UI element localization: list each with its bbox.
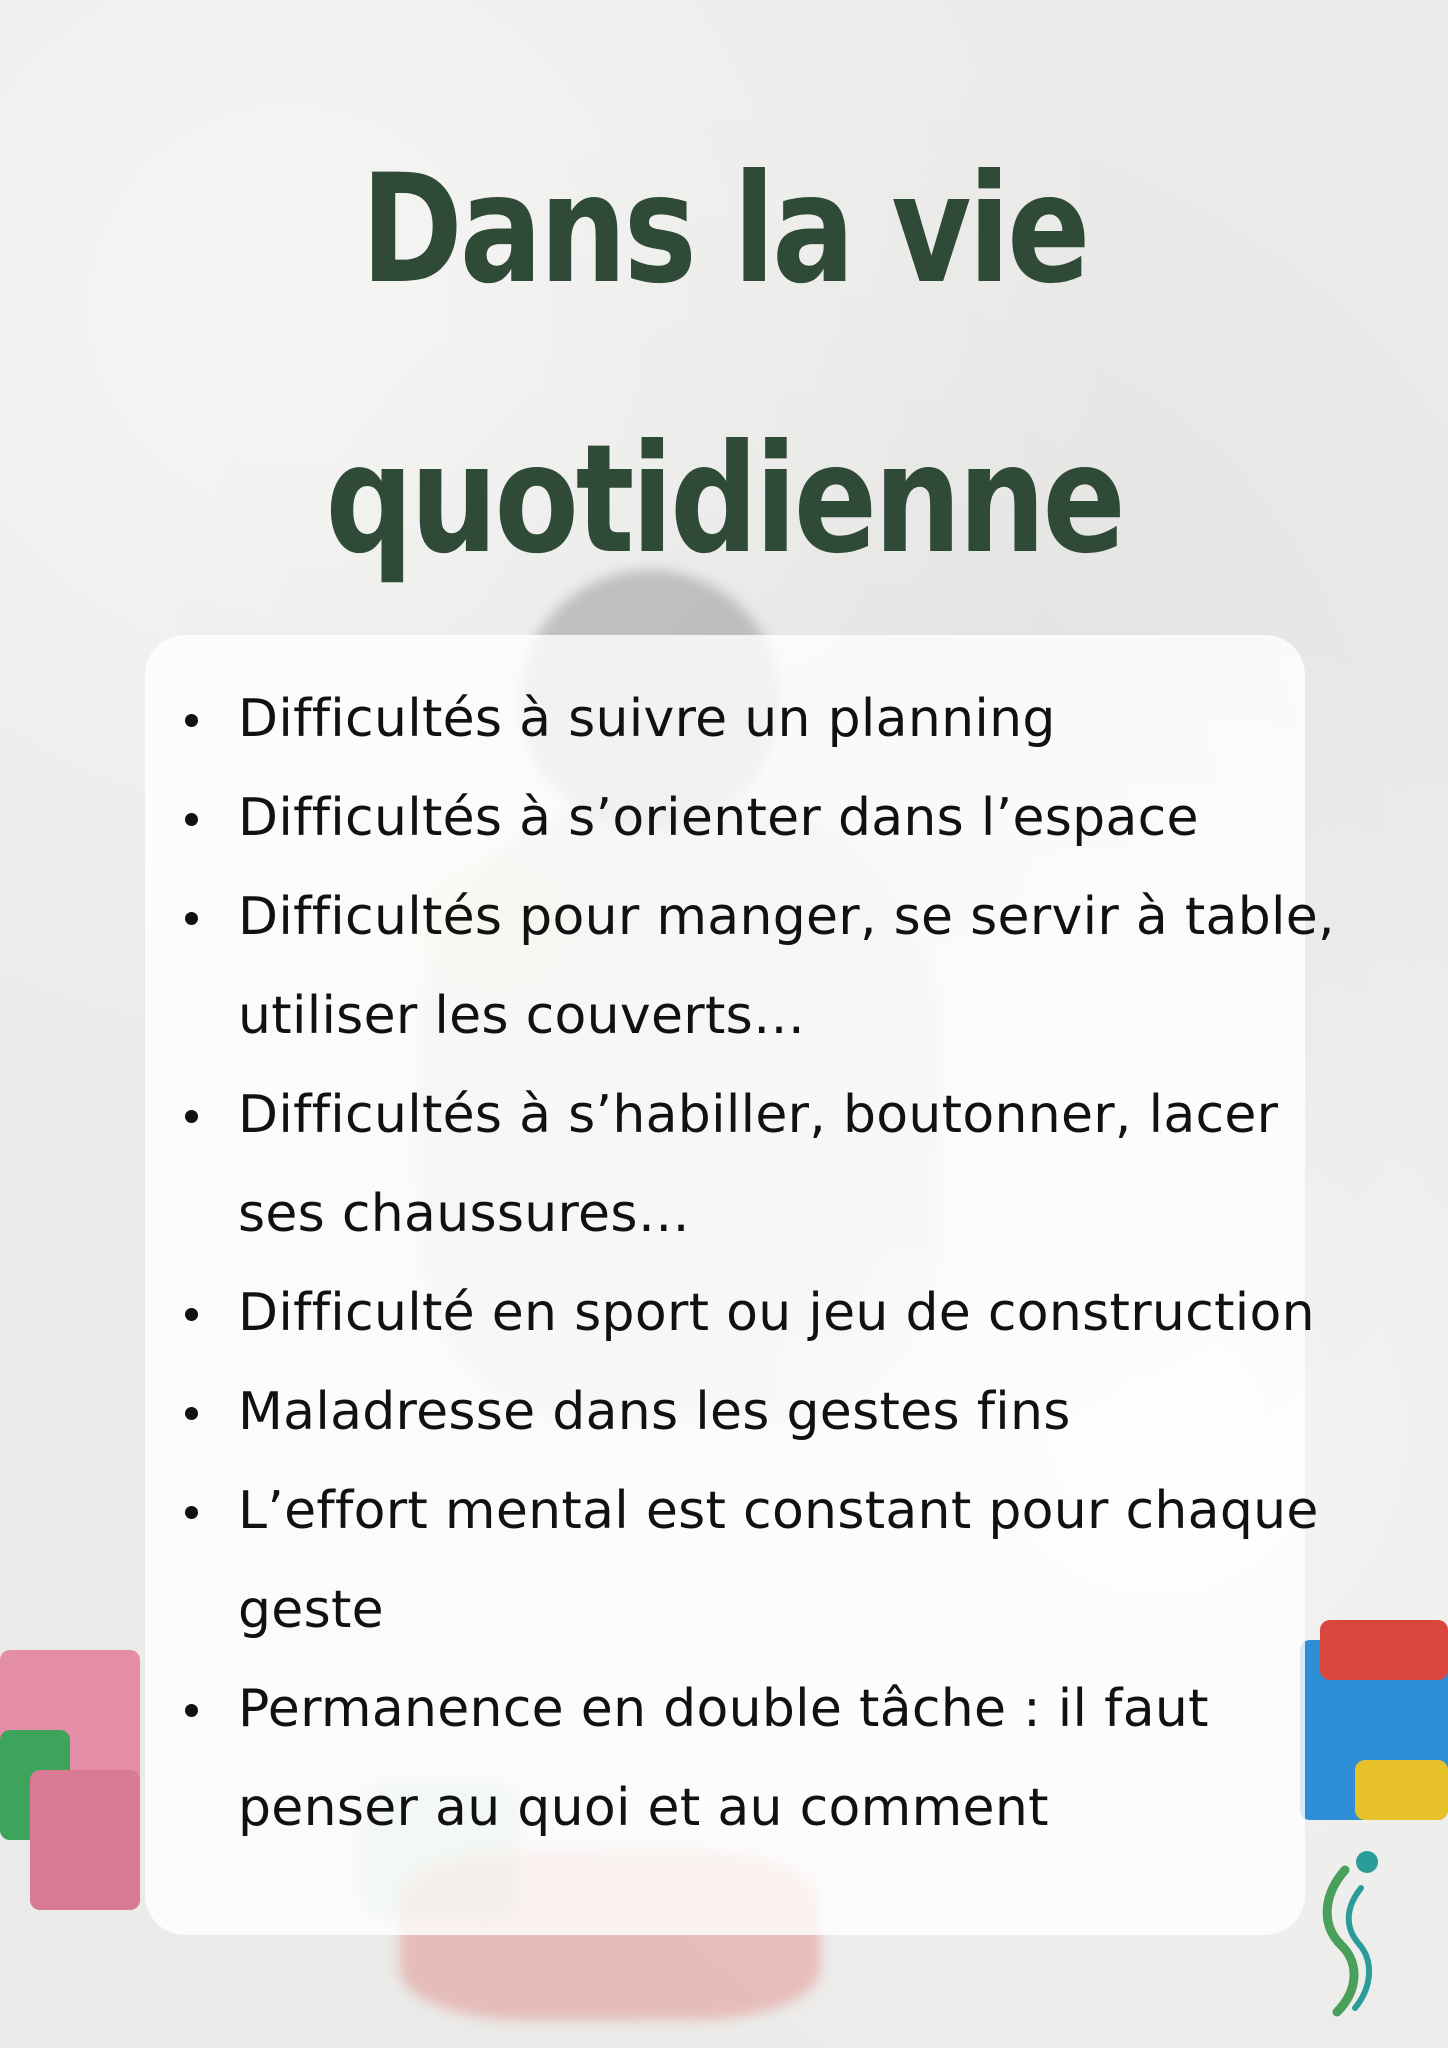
difficulties-list [185, 670, 1335, 1858]
figure-s-logo-icon [1315, 1840, 1395, 2020]
list-item: Maladresse dans les gestes fins [185, 1363, 1335, 1462]
list-item: Difficultés à s’orienter dans l’espace [185, 769, 1335, 868]
title-line-2: quotidienne [325, 413, 1123, 587]
toy-block-pink-2 [30, 1770, 140, 1910]
list-item: Permanence en double tâche : il faut penser au quoi et au comment [185, 1660, 1335, 1858]
list-item: Difficultés à suivre un planning [185, 670, 1335, 769]
page-title [130, 95, 1317, 635]
list-item: Difficultés pour manger, se servir à table, utiliser les couverts… [185, 868, 1335, 1066]
toy-block-yellow [1355, 1760, 1448, 1820]
list-item: Difficulté en sport ou jeu de construction [185, 1264, 1335, 1363]
list-item: Difficultés à s’habiller, boutonner, lacer ses chaussures… [185, 1066, 1335, 1264]
list-item: L’effort mental est constant pour chaque geste [185, 1462, 1335, 1660]
title-line-1: Dans la vie [360, 143, 1088, 317]
toy-block-red [1320, 1620, 1448, 1680]
